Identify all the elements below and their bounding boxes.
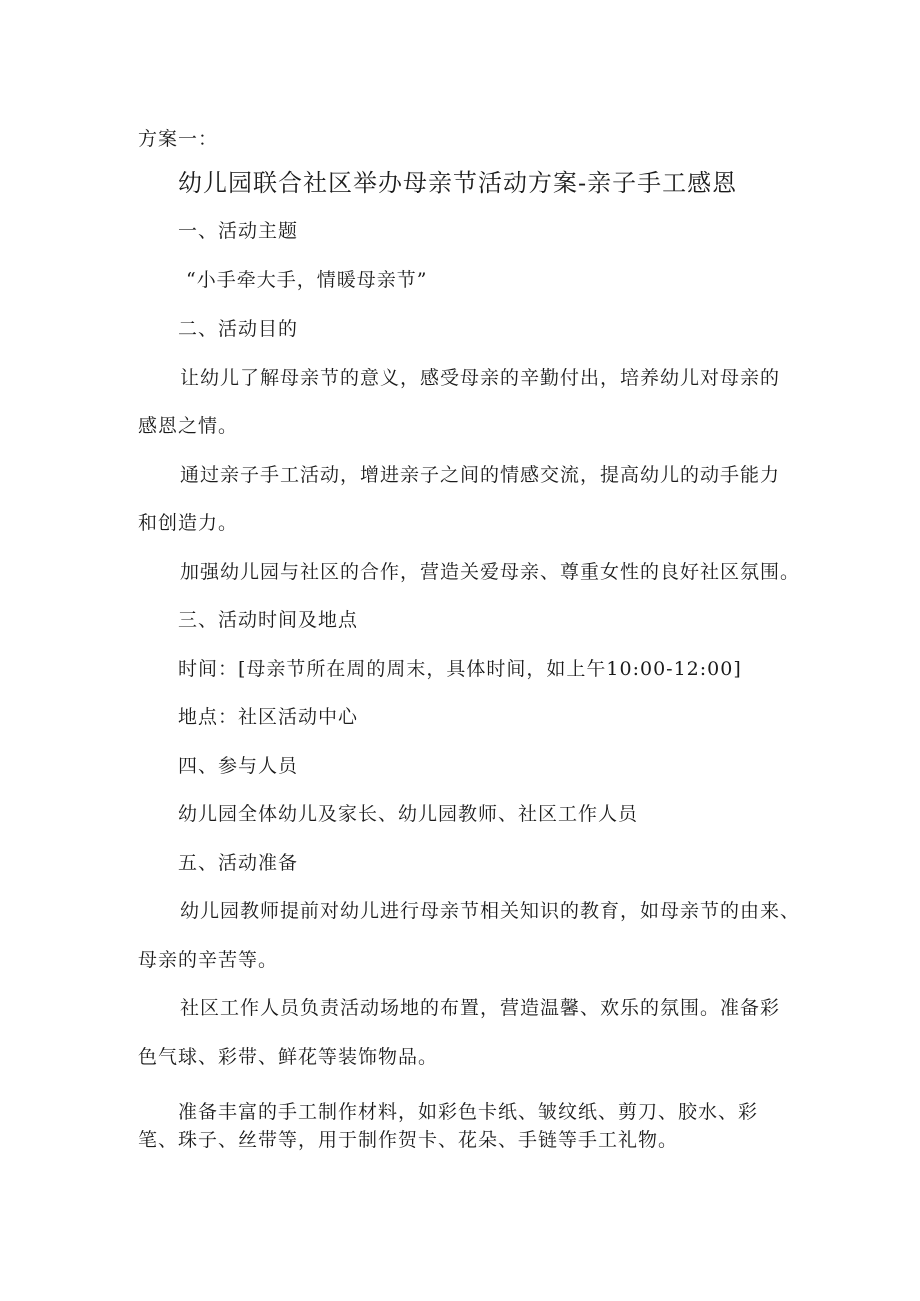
section-heading-purpose: 二、活动目的: [178, 318, 299, 340]
purpose-paragraph-1-line-2: 感恩之情。: [138, 415, 239, 437]
event-time: 时间：[母亲节所在周的周末，具体时间，如上午10:00-12:00]: [178, 658, 742, 680]
purpose-paragraph-2-line-1: 通过亲子手工活动，增进亲子之间的情感交流，提高幼儿的动手能力: [180, 464, 781, 486]
preparation-paragraph-2-line-2: 色气球、彩带、鲜花等装饰物品。: [138, 1046, 439, 1068]
purpose-paragraph-2-line-2: 和创造力。: [138, 512, 239, 534]
preparation-paragraph-2-line-1: 社区工作人员负责活动场地的布置，营造温馨、欢乐的氛围。准备彩: [180, 997, 781, 1019]
participants-text: 幼儿园全体幼儿及家长、幼儿园教师、社区工作人员: [178, 803, 639, 825]
purpose-paragraph-1-line-1: 让幼儿了解母亲节的意义，感受母亲的辛勤付出，培养幼儿对母亲的: [180, 367, 781, 389]
section-heading-preparation: 五、活动准备: [178, 852, 299, 874]
preparation-paragraph-1-line-1: 幼儿园教师提前对幼儿进行母亲节相关知识的教育，如母亲节的由来、: [180, 900, 801, 922]
event-place: 地点：社区活动中心: [178, 706, 359, 728]
plan-prefix: 方案一：: [138, 128, 219, 150]
section-heading-theme: 一、活动主题: [178, 220, 299, 242]
document-title: 幼儿园联合社区举办母亲节活动方案-亲子手工感恩: [178, 169, 738, 197]
preparation-paragraph-3-line-1: 准备丰富的手工制作材料，如彩色卡纸、皱纹纸、剪刀、胶水、彩: [178, 1101, 759, 1123]
preparation-paragraph-3-line-2: 笔、珠子、丝带等，用于制作贺卡、花朵、手链等手工礼物。: [138, 1129, 679, 1151]
section-heading-participants: 四、参与人员: [178, 755, 299, 777]
purpose-paragraph-3: 加强幼儿园与社区的合作，营造关爱母亲、尊重女性的良好社区氛围。: [180, 561, 801, 583]
section-heading-time-place: 三、活动时间及地点: [178, 609, 359, 631]
preparation-paragraph-1-line-2: 母亲的辛苦等。: [138, 949, 279, 971]
theme-text: “小手牵大手，情暖母亲节”: [186, 269, 428, 291]
